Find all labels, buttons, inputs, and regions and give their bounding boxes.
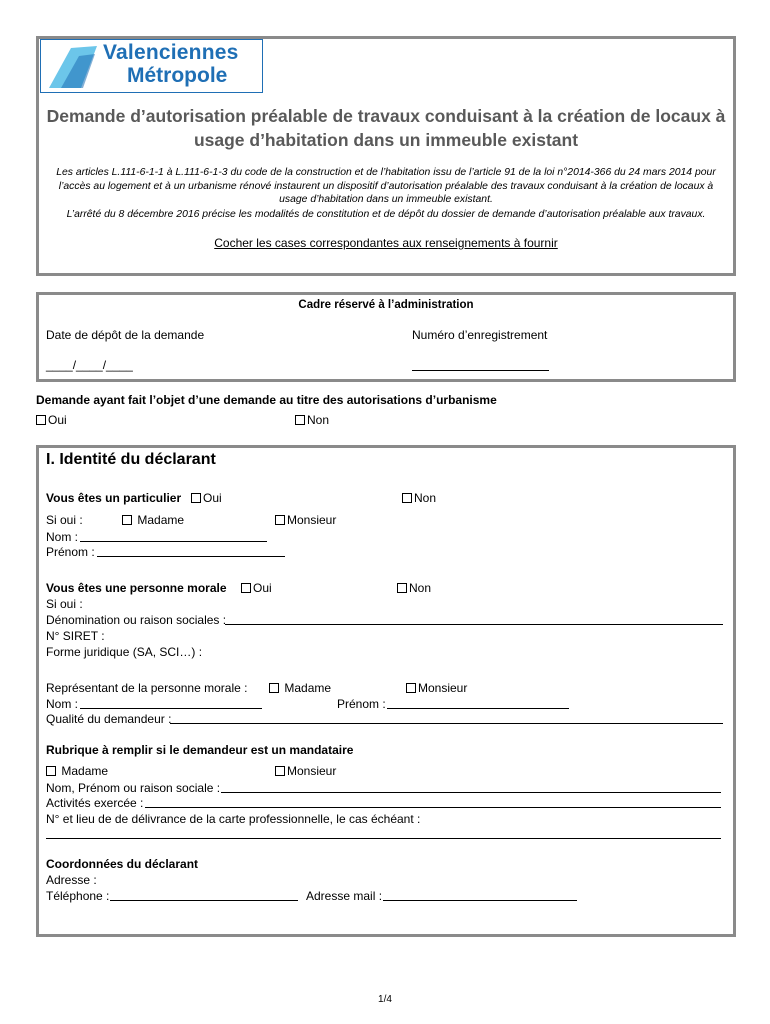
activites-field[interactable]: [145, 796, 721, 808]
carte-pro-label: N° et lieu de de délivrance de la carte professionnelle, le cas échéant :: [46, 812, 421, 826]
checkbox-icon[interactable]: [406, 683, 416, 693]
coordonnees-title: Coordonnées du déclarant: [46, 857, 199, 871]
intro-paragraph-2: L’arrêté du 8 décembre 2016 précise les modalités de constitution et de dépôt du dossier de demande d’autorisation préalable aux travaux.: [66, 209, 706, 220]
si-oui-label: Si oui :: [46, 513, 83, 527]
checkbox-icon[interactable]: [275, 515, 285, 525]
logo-line-1: Valenciennes: [103, 41, 239, 64]
representant-monsieur-option[interactable]: Monsieur: [406, 681, 467, 695]
prior-non-option[interactable]: Non: [295, 413, 329, 427]
morale-si-oui-label: Si oui :: [46, 597, 83, 611]
morale-label: Vous êtes une personne morale: [46, 581, 227, 595]
mandataire-madame-option[interactable]: Madame: [46, 764, 108, 778]
intro-paragraph-1: Les articles L.111-6-1-1 à L.111-6-1-3 du code de la construction et de l’habitation issu de l’article 91 de la loi n°2014-366 du 24 mars 2014 pour l’accès au logement et à un urbanisme rénové instaurent un dispositif d’autorisation préalable des travaux conduisant à la création de locaux à usage d’habitation dans un immeuble existant.: [56, 167, 716, 205]
registration-number-label: Numéro d’enregistrement: [412, 328, 548, 342]
mandataire-monsieur-option[interactable]: Monsieur: [275, 764, 336, 778]
qualite-label: Qualité du demandeur :: [46, 712, 172, 726]
checkbox-icon[interactable]: [241, 583, 251, 593]
mail-label: Adresse mail :: [306, 889, 383, 903]
representant-prenom-label: Prénom :: [337, 697, 386, 711]
morale-non-option[interactable]: Non: [397, 581, 431, 595]
siret-label: N° SIRET :: [46, 629, 105, 643]
valenciennes-metropole-logo: [40, 39, 263, 93]
particulier-non-option[interactable]: Non: [402, 491, 436, 505]
admin-title: Cadre réservé à l’administration: [298, 299, 474, 311]
representant-label: Représentant de la personne morale :: [46, 681, 248, 695]
page-number: 1/4: [378, 994, 392, 1005]
checkbox-icon[interactable]: [275, 766, 285, 776]
morale-oui-option[interactable]: Oui: [241, 581, 272, 595]
checkbox-icon[interactable]: [295, 415, 305, 425]
prior-request-question: Demande ayant fait l’objet d’une demande au titre des autorisations d’urbanisme: [36, 393, 497, 407]
prior-oui-option[interactable]: Oui: [36, 413, 67, 427]
deposit-date-label: Date de dépôt de la demande: [46, 328, 205, 342]
instruction-text: Cocher les cases correspondantes aux renseignements à fournir: [214, 236, 558, 250]
prenom-label: Prénom :: [46, 545, 95, 559]
checkbox-icon[interactable]: [122, 515, 132, 525]
logo-shard-icon: [45, 44, 99, 90]
representant-nom-field[interactable]: [80, 697, 262, 709]
section-title-identity: I. Identité du déclarant: [46, 451, 216, 468]
deposit-date-field[interactable]: ____/____/____: [46, 358, 133, 372]
qualite-field[interactable]: [170, 712, 723, 724]
particulier-label: Vous êtes un particulier: [46, 491, 182, 505]
checkbox-icon[interactable]: [402, 493, 412, 503]
checkbox-icon[interactable]: [269, 683, 279, 693]
checkbox-icon[interactable]: [191, 493, 201, 503]
nom-prenom-raison-label: Nom, Prénom ou raison sociale :: [46, 781, 221, 795]
nom-prenom-raison-field[interactable]: [221, 781, 721, 793]
telephone-label: Téléphone :: [46, 889, 110, 903]
denomination-label: Dénomination ou raison sociales :: [46, 613, 227, 627]
forme-juridique-label: Forme juridique (SA, SCI…) :: [46, 645, 203, 659]
denomination-field[interactable]: [225, 613, 723, 625]
representant-madame-option[interactable]: Madame: [269, 681, 331, 695]
nom-label: Nom :: [46, 530, 79, 544]
carte-pro-field[interactable]: [46, 827, 721, 839]
telephone-field[interactable]: [110, 889, 298, 901]
mail-field[interactable]: [383, 889, 577, 901]
representant-nom-label: Nom :: [46, 697, 79, 711]
logo-line-2: Métropole: [127, 64, 228, 87]
checkbox-icon[interactable]: [36, 415, 46, 425]
mandataire-title: Rubrique à remplir si le demandeur est un mandataire: [46, 743, 354, 757]
representant-prenom-field[interactable]: [387, 697, 569, 709]
registration-number-field[interactable]: [412, 359, 549, 371]
particulier-madame-option[interactable]: Madame: [122, 513, 184, 527]
prenom-field[interactable]: [97, 545, 285, 557]
checkbox-icon[interactable]: [397, 583, 407, 593]
page-title: Demande d’autorisation préalable de travaux conduisant à la création de locaux à usage d’habitation dans un immeuble existant: [46, 106, 726, 150]
particulier-monsieur-option[interactable]: Monsieur: [275, 513, 336, 527]
nom-field[interactable]: [80, 530, 267, 542]
particulier-oui-option[interactable]: Oui: [191, 491, 222, 505]
adresse-label: Adresse :: [46, 873, 97, 887]
checkbox-icon[interactable]: [46, 766, 56, 776]
activites-label: Activités exercée :: [46, 796, 144, 810]
